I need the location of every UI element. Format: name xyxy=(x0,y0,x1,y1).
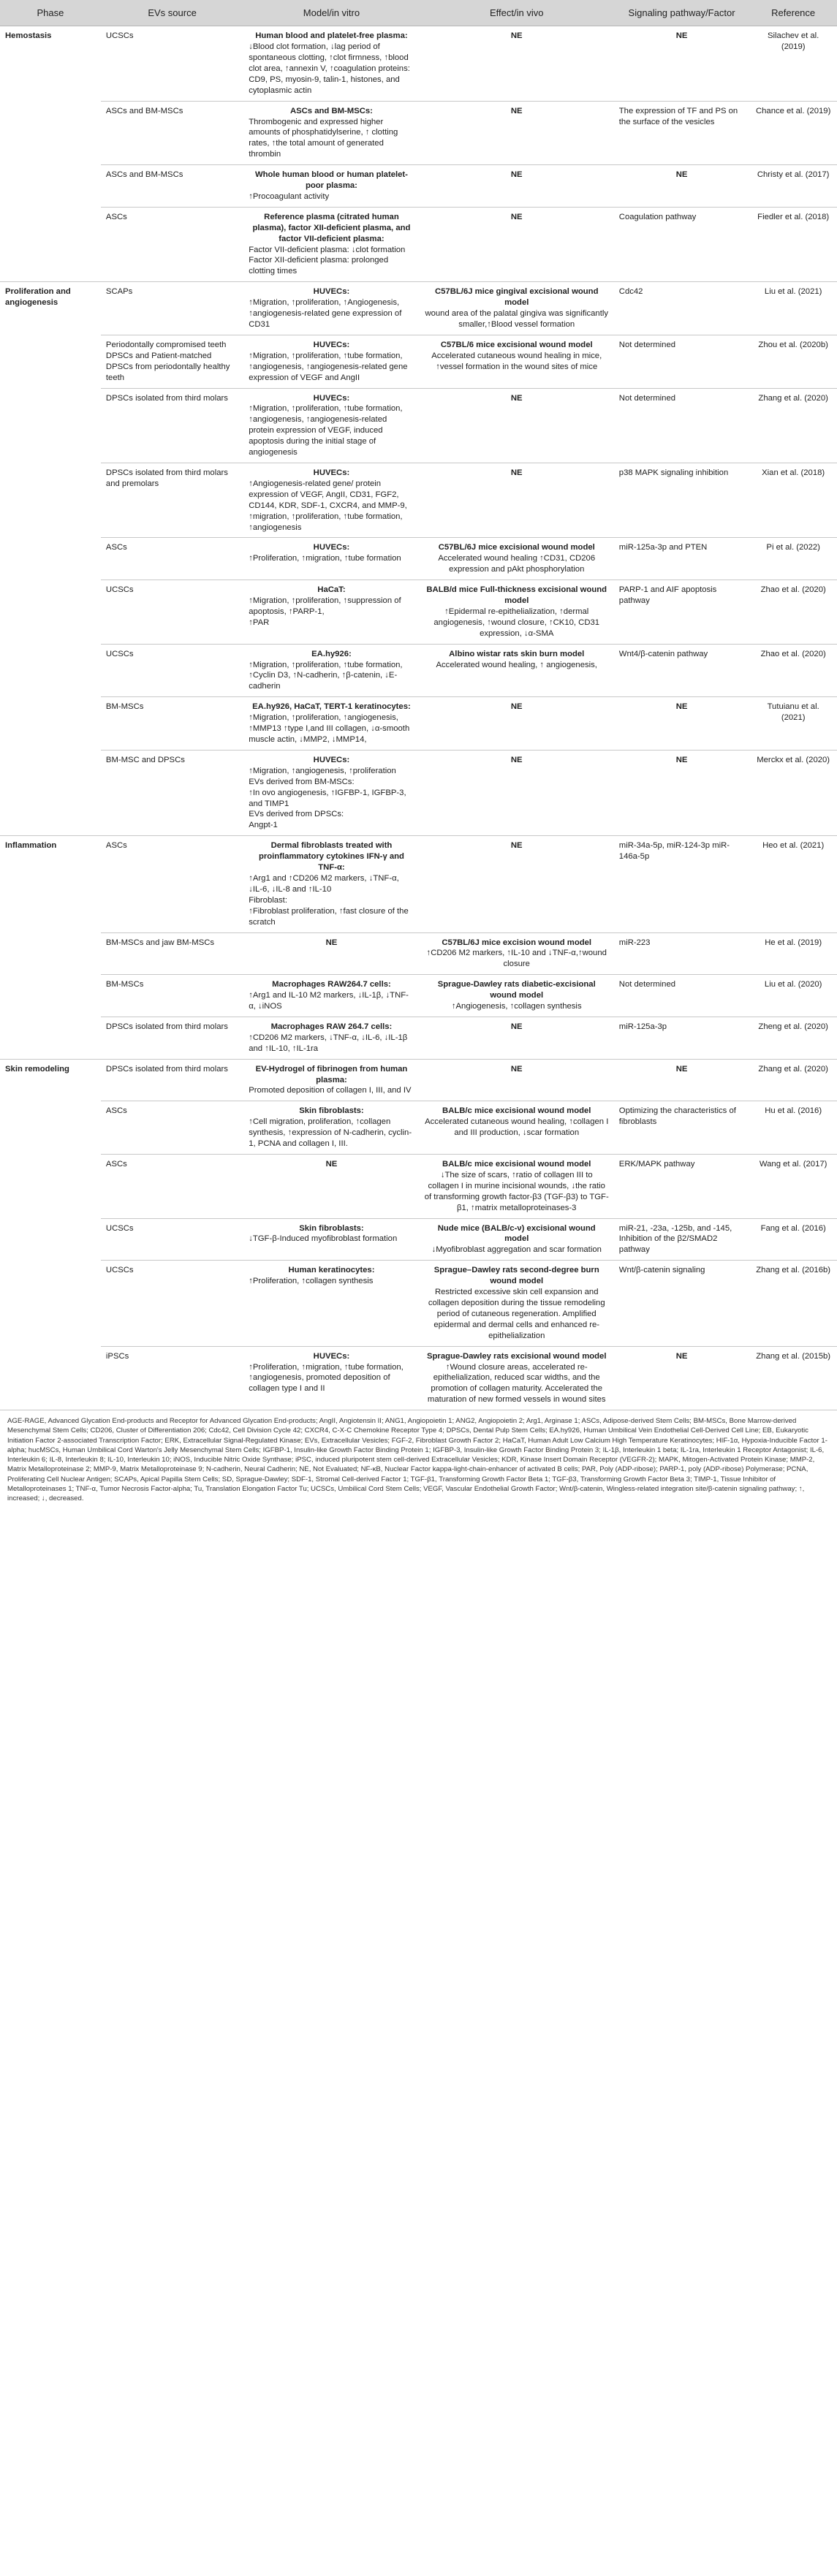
in-vivo-cell xyxy=(420,538,614,580)
in-vivo-cell xyxy=(420,975,614,1017)
in-vitro-model: EV-Hydrogel of fibrinogen from human plasma: xyxy=(255,1064,408,1084)
in-vitro-effect: ↑Migration, ↑proliferation, ↑Angiogenesis, ↑angiogenesis-related gene expression of CD31 xyxy=(249,298,402,329)
ev-source-cell: SCAPs xyxy=(101,282,243,335)
in-vivo-cell xyxy=(420,1261,614,1346)
reference-cell: Zhao et al. (2020) xyxy=(749,644,837,697)
in-vivo-model: Sprague–Dawley rats second-degree burn wound model xyxy=(433,1266,599,1286)
in-vivo-cell xyxy=(420,282,614,335)
in-vitro-model: EA.hy926: xyxy=(311,649,352,658)
signaling-cell: Coagulation pathway xyxy=(614,207,750,281)
in-vitro-model: Whole human blood or human platelet-poor plasma: xyxy=(254,170,408,191)
in-vitro-model: EA.hy926, HaCaT, TERT-1 keratinocytes: xyxy=(252,702,411,712)
in-vitro-model: Macrophages RAW 264.7 cells: xyxy=(270,1022,393,1031)
in-vivo-cell xyxy=(420,1155,614,1219)
in-vitro-model: Dermal fibroblasts treated with proinflammatory cytokines IFN-γ and TNF-α: xyxy=(258,841,404,873)
in-vivo-model: Sprague-Dawley rats diabetic-excisional wound model xyxy=(437,980,596,1000)
signaling-cell: miR-223 xyxy=(614,932,750,975)
in-vitro-cell xyxy=(243,1261,419,1346)
ev-source-cell: ASCs xyxy=(101,1101,243,1155)
ev-source-cell: ASCs xyxy=(101,836,243,932)
phase-cell: Inflammation xyxy=(0,836,101,1059)
in-vitro-effect: ↑Cell migration, proliferation, ↑collagen synthesis, ↑expression of N-cadherin, cyclin-1, PCNA and collagen I, III. xyxy=(249,1117,412,1149)
reference-cell: Wang et al. (2017) xyxy=(749,1155,837,1219)
ev-source-cell: UCSCs xyxy=(101,1218,243,1261)
reference-cell: Silachev et al. (2019) xyxy=(749,26,837,101)
table-row xyxy=(0,975,837,1017)
in-vivo-cell xyxy=(420,1346,614,1410)
in-vivo-effect: wound area of the palatal gingiva was significantly smaller,↑Blood vessel formation xyxy=(425,309,609,329)
in-vitro-cell xyxy=(243,165,419,208)
phase-cell: Proliferation and angiogenesis xyxy=(0,282,101,836)
signaling-cell: NE xyxy=(614,26,750,101)
ev-source-cell: ASCs xyxy=(101,1155,243,1219)
in-vivo-effect: ↓Myofibroblast aggregation and scar formation xyxy=(431,1245,602,1255)
reference-cell: Pi et al. (2022) xyxy=(749,538,837,580)
reference-cell: Chance et al. (2019) xyxy=(749,101,837,165)
in-vitro-effect: ↑CD206 M2 markers, ↓TNF-α, ↓IL-6, ↓IL-1β and ↑IL-10, ↑IL-1ra xyxy=(249,1033,408,1053)
in-vitro-effect: ↑Proliferation, ↑migration, ↑tube formation xyxy=(249,554,401,563)
in-vitro-effect: ↑Migration, ↑proliferation, ↑tube formation, ↑angiogenesis, ↑angiogenesis-related gene expression of VEGF and AngII xyxy=(249,351,408,382)
in-vivo-cell xyxy=(420,580,614,645)
reference-cell: Fang et al. (2016) xyxy=(749,1218,837,1261)
table-row xyxy=(0,1101,837,1155)
in-vitro-effect: ↑Migration, ↑proliferation, ↑tube formation, ↑Cyclin D3, ↑N-cadherin, ↑β-catenin, ↓E-cadherin xyxy=(249,660,403,691)
in-vitro-model: HUVECs: xyxy=(313,755,350,764)
table-row xyxy=(0,463,837,537)
in-vitro-effect: Factor VII-deficient plasma: ↓clot formation Factor XII-deficient plasma: prolonged clotting times xyxy=(249,245,406,276)
in-vivo-effect: Accelerated cutaneous wound healing in mice, ↑vessel formation in the wound sites of mice xyxy=(431,351,602,371)
table-body xyxy=(0,26,837,1410)
in-vitro-model: HaCaT: xyxy=(317,585,346,595)
in-vivo-model: C57BL/6J mice excision wound model xyxy=(442,938,592,947)
table-row xyxy=(0,207,837,281)
column-header: EVs source xyxy=(101,0,243,26)
in-vivo-cell xyxy=(420,644,614,697)
in-vitro-cell: NE xyxy=(243,1155,419,1219)
in-vitro-effect: ↑Angiogenesis-related gene/ protein expression of VEGF, AngII, CD31, FGF2, CD144, KDR, SDF-1, CXCR4, and MMP-9, ↑migration, ↑proliferation, ↑tube formation, ↑angiogenesis xyxy=(249,479,407,532)
table-footnote: AGE-RAGE, Advanced Glycation End-products and Receptor for Advanced Glycation End-products; AngII, Angiotensin II; ANG1, Angiopoietin 1; ANG2, Angiopoietin 2; Arg1, Arginase 1; ASCs, Adipose-derived Stem Cells; BM-MSCs, Bone Marrow-derived Mesenchymal Stem Cells; CD206, Cluster of Differentiation 206; Cdc42, Cell Division Cycle 42; CXCR4, C-X-C Chemokine Receptor Type 4; DPSCs, Dental Pulp Stem Cells; EA.hy926, Human Umbilical Vein Endothelial Cell-Derived Cell Line; EB, Eukaryotic Initiation Factor 2-associated Transcription Factor; ERK, Extracellular Signal-Regulated Kinase; EVs, Extracellular Vesicles; FGF-2, Fibroblast Growth Factor 2; HaCaT, Human Adult Low Calcium High Temperature Keratinocytes; HIF-1α, Hypoxia-Inducible Factor 1-alpha; hucMSCs, Human Umbilical Cord Warton's Jelly Mesenchymal Stem Cells; IGFBP-1, Insulin-like Growth Factor Binding Protein 1; IGFBP-3, Insulin-like Growth Factor Binding Protein 3; IL-1β, Interleukin 1 beta; IL-1ra, Interleukin 1 Receptor Antagonist; IL-6, Interleukin 6; IL-8, Interleukin 8; IL-10, Interleukin 10; iNOS, Inducible Nitric Oxide Synthase; iPSC, induced pluripotent stem cell-derived Extracellular Vesicles; KDR, Kinase Insert Domain Receptor (VEGFR-2); MAPK, Mitogen-Activated Protein Kinase; MMP-2, Matrix Metalloproteinase 2; MMP-9, Matrix Metalloproteinase 9; N-cadherin, Neural Cadherin; NE, Not Evaluated; NF-κB, Nuclear Factor kappa-light-chain-enhancer of activated B cells; PAR, Poly (ADP-ribose); PARP-1, poly (ADP-ribose) Polymerase; PCNA, Proliferating Cell Nuclear Antigen; SCAPs, Apical Papilla Stem Cells; SD, Sprague-Dawley; SDF-1, Stromal Cell-derived Factor 1; TGF-β1, Transforming Growth Factor Beta 1; TGF-β3, Transforming Growth Factor Beta 3; TIMP-1, Tissue Inhibitor of Metalloproteinases 1; TNF-α, Tumor Necrosis Factor-alpha; Tu, Translation Elongation Factor Tu; UCSCs, Umbilical Cord Stem Cells; VEGF, Vascular Endothelial Growth Factor; Wnt/β-catenin, Wingless-related integration site/β-catenin signaling pathway; ↑, increased; ↓, decreased. xyxy=(7,1417,827,1502)
in-vitro-model: HUVECs: xyxy=(313,543,350,552)
in-vitro-model: Human blood and platelet-free plasma: xyxy=(255,31,408,41)
reference-cell: Zhao et al. (2020) xyxy=(749,580,837,645)
ev-source-cell: iPSCs xyxy=(101,1346,243,1410)
ev-source-cell: BM-MSCs xyxy=(101,697,243,751)
in-vitro-cell xyxy=(243,335,419,388)
in-vivo-cell: NE xyxy=(420,836,614,932)
reference-cell: Zhang et al. (2016b) xyxy=(749,1261,837,1346)
ev-source-cell: Periodontally compromised teeth DPSCs and Patient-matched DPSCs from periodontally healthy teeth xyxy=(101,335,243,388)
table-row xyxy=(0,1261,837,1346)
column-header: Effect/in vivo xyxy=(420,0,614,26)
signaling-cell: miR-34a-5p, miR-124-3p miR-146a-5p xyxy=(614,836,750,932)
in-vivo-model: BALB/c mice excisional wound model xyxy=(442,1106,591,1116)
signaling-cell: NE xyxy=(614,1059,750,1101)
in-vitro-cell xyxy=(243,388,419,463)
reference-cell: Zhang et al. (2020) xyxy=(749,388,837,463)
reference-cell: Zhang et al. (2020) xyxy=(749,1059,837,1101)
in-vivo-effect: Accelerated cutaneous wound healing, ↑collagen I and III production, ↓scar formation xyxy=(425,1117,609,1138)
in-vitro-model: HUVECs: xyxy=(313,287,350,297)
signaling-cell: Not determined xyxy=(614,975,750,1017)
table-row xyxy=(0,1218,837,1261)
in-vivo-cell xyxy=(420,335,614,388)
signaling-cell: NE xyxy=(614,1346,750,1410)
in-vitro-cell xyxy=(243,975,419,1017)
signaling-cell: NE xyxy=(614,750,750,835)
table-row xyxy=(0,335,837,388)
signaling-cell: PARP-1 and AIF apoptosis pathway xyxy=(614,580,750,645)
in-vitro-effect: ↑Migration, ↑proliferation, ↑angiogenesis, ↑MMP13 ↑type I,and III collagen, ↓α-smooth muscle actin, ↓MMP2, ↓MMP14, xyxy=(249,713,410,744)
in-vitro-model: Human keratinocytes: xyxy=(288,1266,375,1275)
in-vivo-effect: Accelerated wound healing, ↑ angiogenesis, xyxy=(436,660,597,669)
in-vitro-cell xyxy=(243,26,419,101)
in-vitro-cell: NE xyxy=(243,932,419,975)
table-row xyxy=(0,750,837,835)
ev-source-cell: DPSCs isolated from third molars and premolars xyxy=(101,463,243,537)
in-vivo-model: C57BL/6J mice gingival excisional wound model xyxy=(434,287,599,308)
in-vitro-cell xyxy=(243,697,419,751)
in-vitro-model: HUVECs: xyxy=(313,340,350,349)
in-vivo-model: Nude mice (BALB/c-ν) excisional wound model xyxy=(437,1223,596,1244)
phase-cell: Skin remodeling xyxy=(0,1059,101,1410)
in-vitro-cell xyxy=(243,1101,419,1155)
reference-cell: Merckx et al. (2020) xyxy=(749,750,837,835)
in-vivo-effect: Restricted excessive skin cell expansion and collagen deposition during the tissue remodeling period of cutaneous regeneration. Amplified epidermal and dermal cells and enhanced re-epithelialization xyxy=(428,1288,605,1340)
reference-cell: Liu et al. (2021) xyxy=(749,282,837,335)
in-vitro-cell xyxy=(243,750,419,835)
in-vitro-effect: ↑Arg1 and IL-10 M2 markers, ↓IL-1β, ↓TNF-α, ↓iNOS xyxy=(249,991,409,1011)
in-vivo-cell: NE xyxy=(420,165,614,208)
in-vivo-model: BALB/d mice Full-thickness excisional wound model xyxy=(426,585,607,606)
table-row xyxy=(0,26,837,101)
reference-cell: He et al. (2019) xyxy=(749,932,837,975)
ev-source-cell: DPSCs isolated from third molars xyxy=(101,1017,243,1059)
ev-source-cell: BM-MSCs xyxy=(101,975,243,1017)
in-vitro-cell xyxy=(243,836,419,932)
in-vitro-cell xyxy=(243,538,419,580)
in-vitro-model: HUVECs: xyxy=(313,468,350,477)
signaling-cell: p38 MAPK signaling inhibition xyxy=(614,463,750,537)
in-vivo-effect: ↑CD206 M2 markers, ↑IL-10 and ↓TNF-α,↑wound closure xyxy=(426,949,607,969)
signaling-cell: The expression of TF and PS on the surface of the vesicles xyxy=(614,101,750,165)
signaling-cell: Wnt/β-catenin signaling xyxy=(614,1261,750,1346)
reference-cell: Tutuianu et al. (2021) xyxy=(749,697,837,751)
in-vitro-effect: ↑Migration, ↑proliferation, ↑tube formation, ↑angiogenesis, ↑angiogenesis-related protein expression of VEGF, induced apoptosis during the initial stage of angiogenesis xyxy=(249,404,403,457)
table-row xyxy=(0,101,837,165)
in-vitro-cell xyxy=(243,207,419,281)
table-row xyxy=(0,1017,837,1059)
in-vivo-model: BALB/c mice excisional wound model xyxy=(442,1160,591,1169)
in-vivo-cell: NE xyxy=(420,101,614,165)
in-vivo-effect: ↓The size of scars, ↑ratio of collagen III to collagen I in murine incisional wounds, ↓the ratio of transforming growth factor-β3 (TGF-β3) to TGF-β1, ↑matrix metalloproteinases-3 xyxy=(424,1170,609,1212)
in-vivo-cell: NE xyxy=(420,207,614,281)
ev-source-cell: UCSCs xyxy=(101,26,243,101)
in-vivo-cell xyxy=(420,932,614,975)
in-vivo-cell: NE xyxy=(420,26,614,101)
ev-source-cell: BM-MSCs and jaw BM-MSCs xyxy=(101,932,243,975)
in-vitro-model: HUVECs: xyxy=(313,1351,350,1361)
column-header: Phase xyxy=(0,0,101,26)
reference-cell: Liu et al. (2020) xyxy=(749,975,837,1017)
ev-source-cell: ASCs and BM-MSCs xyxy=(101,101,243,165)
ev-source-cell: ASCs and BM-MSCs xyxy=(101,165,243,208)
ev-source-cell: UCSCs xyxy=(101,1261,243,1346)
in-vivo-cell xyxy=(420,1101,614,1155)
in-vitro-cell xyxy=(243,580,419,645)
in-vitro-model: Skin fibroblasts: xyxy=(299,1223,364,1233)
in-vivo-effect: ↑Angiogenesis, ↑collagen synthesis xyxy=(451,1002,582,1011)
ev-source-cell: DPSCs isolated from third molars xyxy=(101,388,243,463)
ev-source-cell: ASCs xyxy=(101,538,243,580)
ev-source-cell: UCSCs xyxy=(101,580,243,645)
table-row xyxy=(0,282,837,335)
table-row xyxy=(0,836,837,932)
in-vivo-model: Sprague-Dawley rats excisional wound model xyxy=(427,1351,607,1361)
reference-cell: Hu et al. (2016) xyxy=(749,1101,837,1155)
in-vitro-model: HUVECs: xyxy=(313,393,350,403)
in-vitro-effect: ↑Procoagulant activity xyxy=(249,191,330,201)
in-vivo-cell: NE xyxy=(420,1017,614,1059)
in-vivo-effect: ↑Wound closure areas, accelerated re-epithelialization, reduced scar widths, and the promotion of collagen maturity. Accelerated the maturation of new formed vessels in wound sites xyxy=(427,1362,606,1405)
signaling-cell: miR-125a-3p and PTEN xyxy=(614,538,750,580)
in-vitro-model: Skin fibroblasts: xyxy=(299,1106,364,1116)
table-row xyxy=(0,165,837,208)
ev-source-cell: DPSCs isolated from third molars xyxy=(101,1059,243,1101)
ev-source-cell: BM-MSC and DPSCs xyxy=(101,750,243,835)
in-vitro-model: ASCs and BM-MSCs: xyxy=(289,106,373,115)
signaling-cell: Cdc42 xyxy=(614,282,750,335)
in-vitro-cell xyxy=(243,1346,419,1410)
in-vitro-cell xyxy=(243,463,419,537)
signaling-cell: Optimizing the characteristics of fibroblasts xyxy=(614,1101,750,1155)
in-vitro-model: Macrophages RAW264.7 cells: xyxy=(272,980,391,989)
in-vitro-cell xyxy=(243,1059,419,1101)
reference-cell: Zhang et al. (2015b) xyxy=(749,1346,837,1410)
in-vivo-cell: NE xyxy=(420,697,614,751)
table-row xyxy=(0,1155,837,1219)
signaling-cell: ERK/MAPK pathway xyxy=(614,1155,750,1219)
in-vitro-effect: ↑Proliferation, ↑collagen synthesis xyxy=(249,1277,374,1286)
in-vitro-effect: Thrombogenic and expressed higher amounts of phosphatidylserine, ↑ clotting rates, ↑the total amount of generated thrombin xyxy=(249,117,398,159)
reference-cell: Fiedler et al. (2018) xyxy=(749,207,837,281)
reference-cell: Zheng et al. (2020) xyxy=(749,1017,837,1059)
table-header xyxy=(0,0,837,26)
in-vivo-cell: NE xyxy=(420,463,614,537)
in-vivo-cell xyxy=(420,1218,614,1261)
signaling-cell: miR-125a-3p xyxy=(614,1017,750,1059)
in-vitro-effect: ↑Migration, ↑proliferation, ↑suppression of apoptosis, ↑PARP-1, ↑PAR xyxy=(249,596,401,627)
in-vivo-cell: NE xyxy=(420,388,614,463)
table-row xyxy=(0,644,837,697)
in-vitro-effect: ↓Blood clot formation, ↓lag period of spontaneous clotting, ↑clot firmness, ↑blood clot area, ↑annexin V, ↑coagulation proteins: CD9, PS, myosin-9, talin-1, histones, and cytoplasmic actin xyxy=(249,42,410,95)
in-vitro-effect: ↑Proliferation, ↑migration, ↑tube formation, ↑angiogenesis, promoted deposition of collagen type I and II xyxy=(249,1362,404,1394)
in-vitro-cell xyxy=(243,101,419,165)
in-vivo-model: C57BL/6J mice excisional wound model xyxy=(438,543,595,552)
in-vitro-cell xyxy=(243,644,419,697)
phase-cell: Hemostasis xyxy=(0,26,101,282)
in-vitro-cell xyxy=(243,1218,419,1261)
signaling-cell: miR-21, -23a, -125b, and -145, Inhibition of the β2/SMAD2 pathway xyxy=(614,1218,750,1261)
table-row xyxy=(0,1346,837,1410)
table-row xyxy=(0,388,837,463)
in-vivo-effect: Accelerated wound healing ↑CD31, CD206 expression and pAkt phosphorylation xyxy=(438,554,596,574)
table-row xyxy=(0,538,837,580)
in-vivo-cell: NE xyxy=(420,1059,614,1101)
column-header: Model/in vitro xyxy=(243,0,419,26)
reference-cell: Christy et al. (2017) xyxy=(749,165,837,208)
in-vivo-model: C57BL/6 mice excisional wound model xyxy=(440,340,593,349)
column-header: Reference xyxy=(749,0,837,26)
in-vitro-model: Reference plasma (citrated human plasma), factor XII-deficient plasma, and factor VII-deficient plasma: xyxy=(252,212,411,243)
in-vitro-cell xyxy=(243,1017,419,1059)
signaling-cell: Not determined xyxy=(614,335,750,388)
table-row xyxy=(0,580,837,645)
in-vitro-effect: ↓TGF-β-Induced myofibroblast formation xyxy=(249,1234,398,1244)
in-vitro-effect: ↑Migration, ↑angiogenesis, ↑proliferation EVs derived from BM-MSCs: ↑In ovo angiogenesis, ↑IGFBP-1, IGFBP-3, and TIMP1 EVs derived from DPSCs: Angpt-1 xyxy=(249,766,406,830)
reference-cell: Heo et al. (2021) xyxy=(749,836,837,932)
column-header: Signaling pathway/Factor xyxy=(614,0,750,26)
in-vitro-cell xyxy=(243,282,419,335)
reference-cell: Xian et al. (2018) xyxy=(749,463,837,537)
in-vivo-model: Albino wistar rats skin burn model xyxy=(449,649,585,658)
signaling-cell: NE xyxy=(614,165,750,208)
table-row xyxy=(0,932,837,975)
signaling-cell: Not determined xyxy=(614,388,750,463)
in-vitro-effect: Promoted deposition of collagen I, III, and IV xyxy=(249,1086,412,1095)
in-vivo-effect: ↑Epidermal re-epithelialization, ↑dermal angiogenesis, ↑wound closure, ↑CK10, CD31 expression, ↓α-SMA xyxy=(433,607,600,638)
in-vitro-effect: ↑Arg1 and ↑CD206 M2 markers, ↓TNF-α, ↓IL-6, ↓IL-8 and ↑IL-10 Fibroblast: ↑Fibroblast proliferation, ↑fast closure of the scratch xyxy=(249,873,409,927)
in-vivo-cell: NE xyxy=(420,750,614,835)
signaling-cell: Wnt4/β-catenin pathway xyxy=(614,644,750,697)
ev-source-cell: ASCs xyxy=(101,207,243,281)
table-row xyxy=(0,1059,837,1101)
signaling-cell: NE xyxy=(614,697,750,751)
reference-cell: Zhou et al. (2020b) xyxy=(749,335,837,388)
ev-source-cell: UCSCs xyxy=(101,644,243,697)
table-row xyxy=(0,697,837,751)
